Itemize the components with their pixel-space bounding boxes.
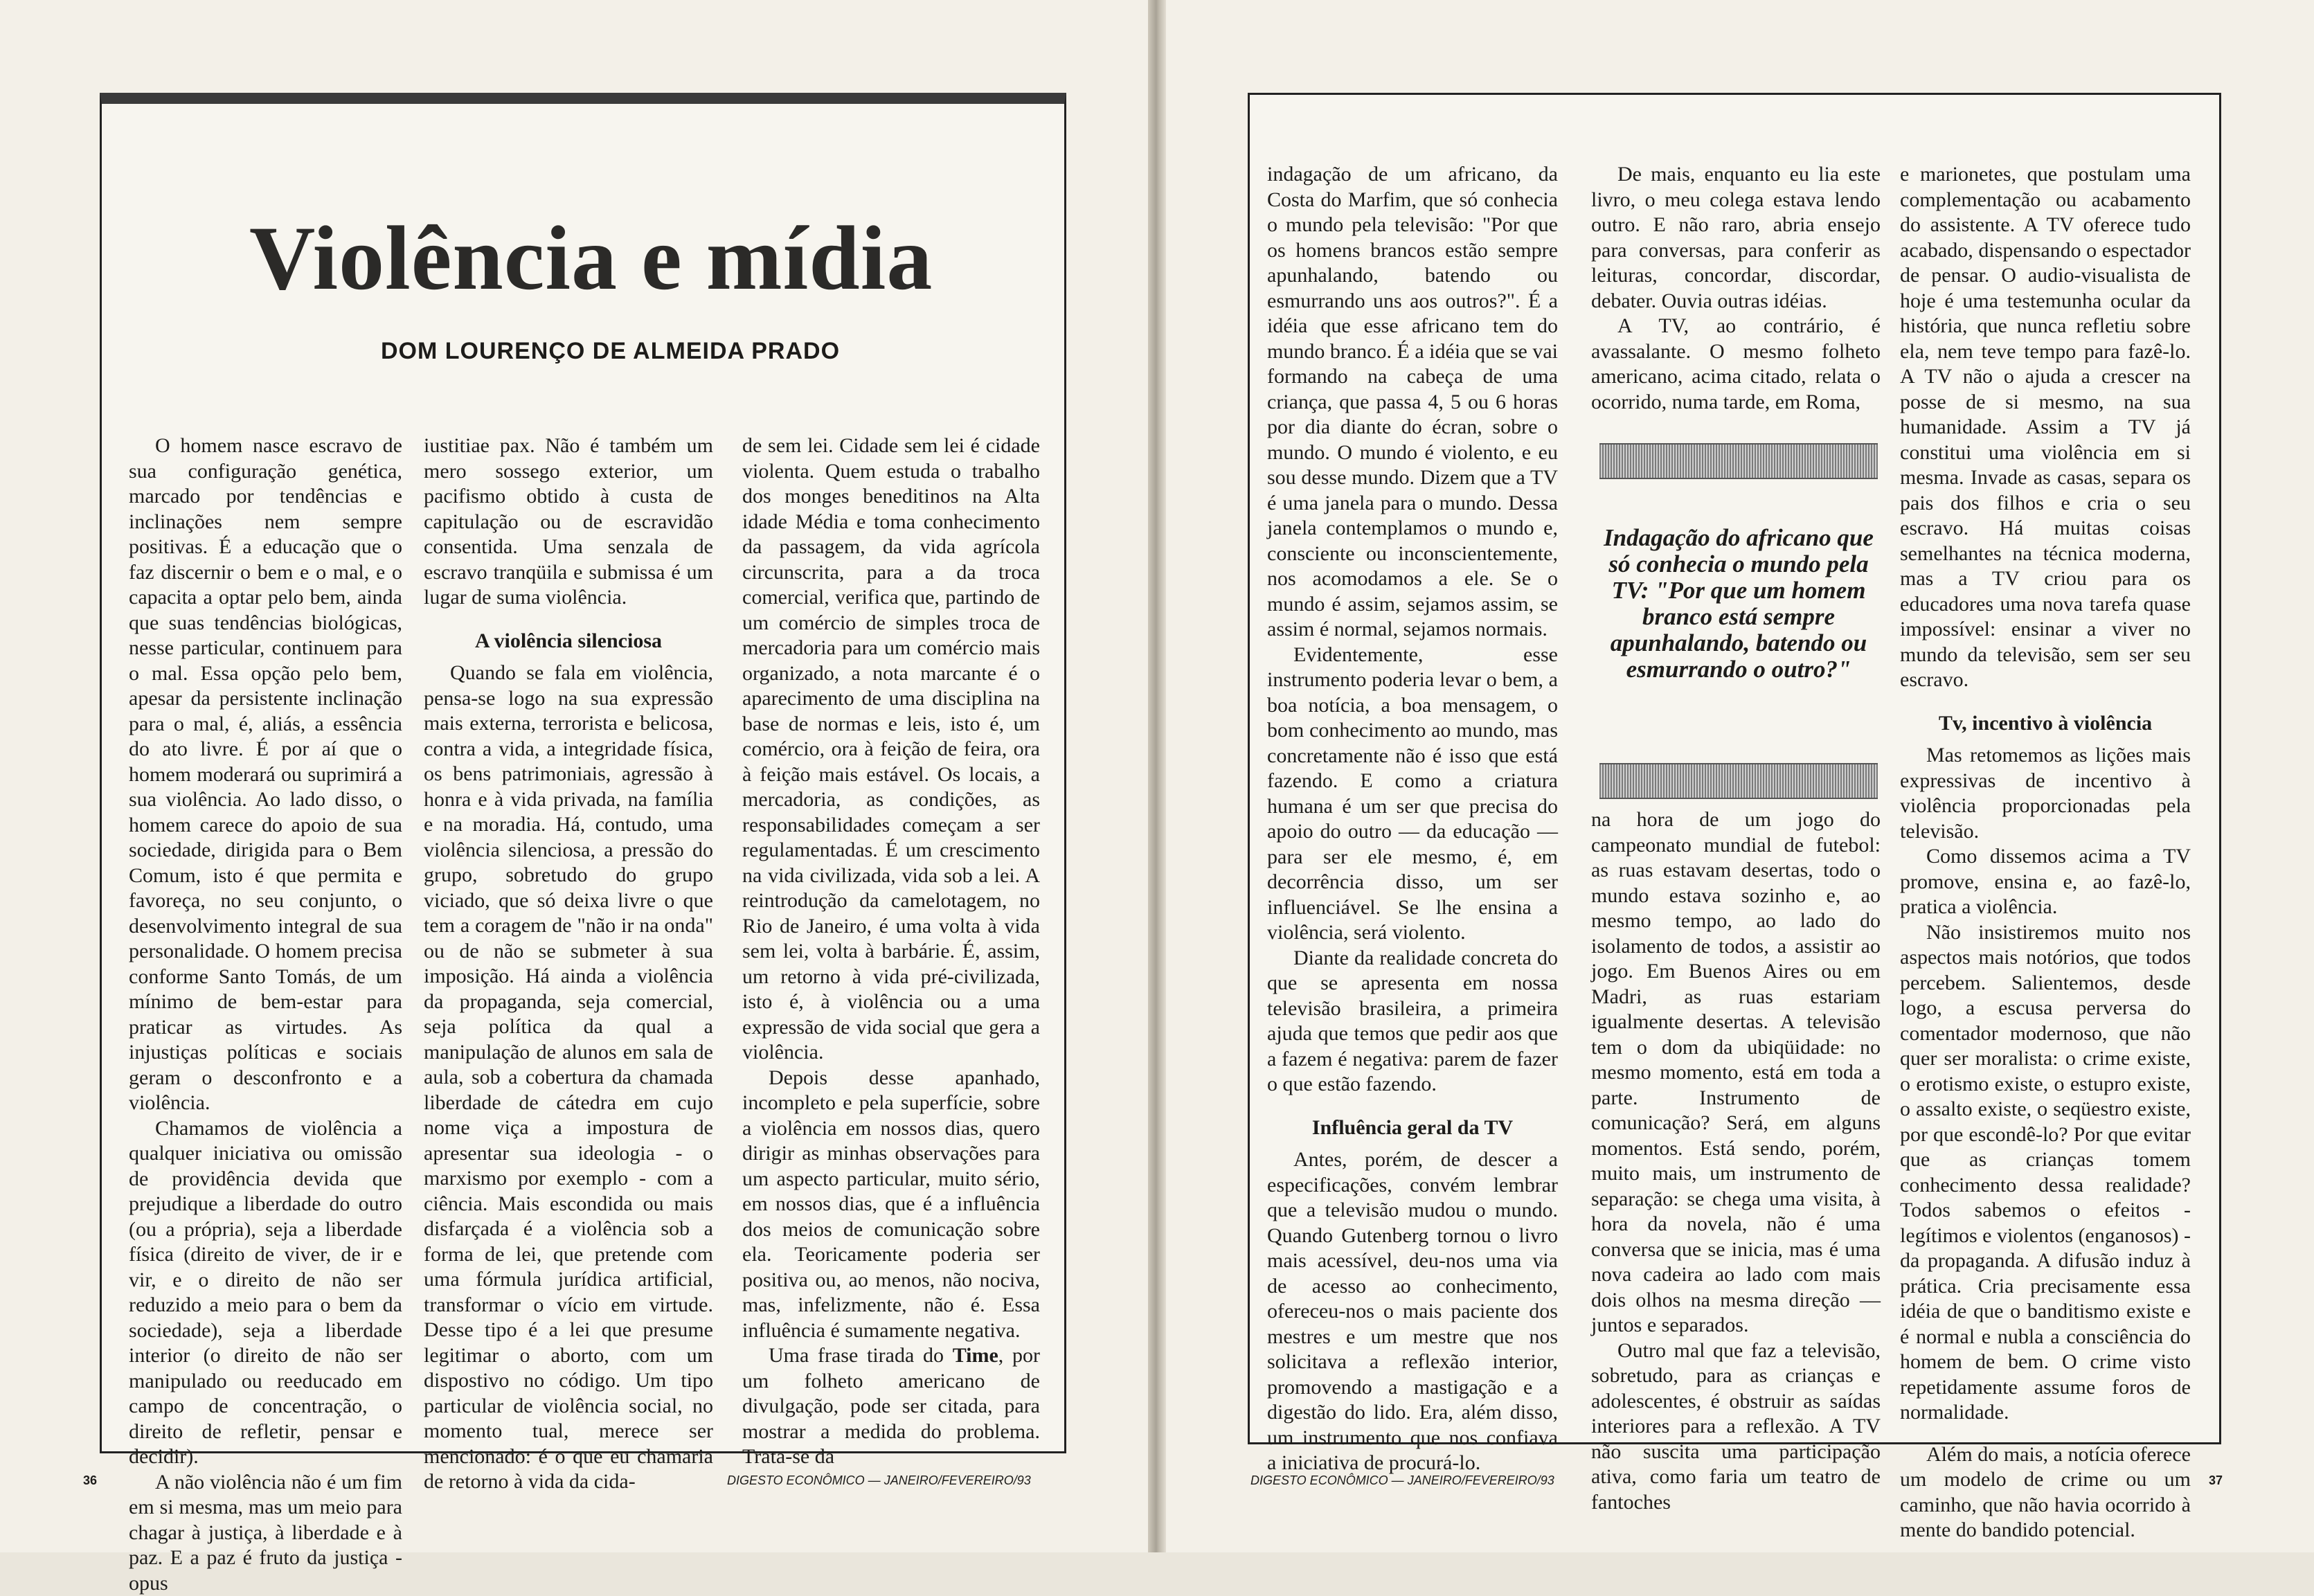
article-title: Violência e mídia [249,205,933,311]
right-column-2 [1591,162,1881,415]
pullquote-top-rule [1599,443,1878,479]
paragraph: Depois desse apanhado, incompleto e pela superfície, sobre a violência em nossos dias, quero dirigir as minhas observações para um aspecto particular, muito sério, em nossos dias, que é a influência dos meios de comunicação sobre ela. Teoricamente poderia ser positiva ou, ao menos, não nociva, mas, infelizmente, não é. Essa influência é sumamente negativa. [742,1066,1040,1344]
page-number-left: 36 [83,1473,97,1488]
footer-left: DIGESTO ECONÔMICO — JANEIRO/FEVEREIRO/93 [727,1473,1031,1488]
paragraph: indagação de um africano, da Costa do Marfim, que só conhecia o mundo pela televisão: "Por que os homens brancos estão sempre apunhalando, batendo ou esmurrando uns aos outros?". É a idéia que esse africano tem do mundo branco. É a idéia que se vai formando na cabeça de uma criança, que passa 4, 5 ou 6 horas por dia diante do écran, sobre o mundo. O mundo é violento, e eu sou desse mundo. Dizem que a TV é uma janela para o mundo. Dessa janela contemplamos o mundo e, consciente ou inconscientemente, nos acomodamos a ele. Se o mundo é assim, sejamos assim, se assim é normal, sejamos normais. [1267,162,1558,643]
paragraph: De mais, enquanto eu lia este livro, o meu colega estava lendo outro. E não raro, abria ensejo para conversas, para conferir as leituras, concordar, discordar, debater. Ouvia outras idéias. [1591,162,1881,314]
page-gutter [1148,0,1166,1552]
paragraph: Quando se fala em violência, pensa-se logo na sua expressão mais externa, terrorista e belicosa, contra a vida, a integridade física, os bens patrimoniais, agressão à honra e à vida privada, na família e na moradia. Há, contudo, uma violência silenciosa, a pressão do grupo, sobretudo do grupo viciado, que só deixa livre o que tem a coragem de "não ir na onda" ou de não se submeter à sua imposição. Há ainda a violência da propaganda, seja comercial, seja política da qual a manipulação de alunos em sala de aula, sob a cobertura da chamada liberdade de cátedra em cujo nome viça a impostura de apresentar sua ideologia - o marxismo por exemplo - com a ciência. Mais escondida ou mais disfarçada é a violência sob a forma de lei, que pretende com uma fórmula jurídica artificial, transformar o vício em virtude. Desse tipo é a lei que presume legitimar o aborto, com um dispostivo no código. Um tipo particular de violência social, no momento tual, merece ser mencionado: é o que eu chamaria de retorno à vida da cida- [424,661,713,1495]
paragraph-text: , por um folheto americano de divulgação, pode ser citada, para mostrar a medida do problema. Trata-se da [742,1344,1040,1468]
pull-quote: Indagação do africano que só conhecia o mundo pela TV: "Por que um homem branco está sempre apunhalando, batendo ou esmurrando o outro?" [1599,525,1878,683]
paragraph: O homem nasce escravo de sua configuração genética, marcado por tendências e inclinações nem sempre positivas. É a educação que o faz discernir o bem e o mal, e o capacita a optar pelo bem, ainda que suas tendências biológicas, nesse particular, continuem para o mal. Essa opção pelo bem, apesar da persistente inclinação para o mal, é, aliás, a essência do ato livre. É por aí que o homem moderará ou suprimirá a sua violência. Ao lado disso, o homem carece do apoio de sua sociedade, dirigida para o Bem Comum, isto é que permita e favoreça, no seu conjunto, o desenvolvimento integral de sua personalidade. O homem precisa conforme Santo Tomás, de um mínimo de bem-estar para praticar as virtudes. As injustiças políticas e sociais geram o desconfronto e a violência. [129,433,402,1116]
right-column-1 [1267,162,1558,1476]
section-heading: Tv, incentivo à violência [1900,711,2191,737]
right-column-3 [1900,162,2191,1543]
paragraph: Evidentemente, esse instrumento poderia levar o bem, a boa notícia, a boa mensagem, o bom conhecimento ao mundo, mas concretamente não é isso que está fazendo. E como a criatura humana é um ser que precisa do apoio do outro — da educação — para ser ele mesmo, é, em decorrência disso, um ser influenciável. Se lhe ensina a violência, será violento. [1267,643,1558,946]
paragraph: Chamamos de violência a qualquer iniciativa ou omissão de providência devida que prejudique a liberdade do outro (ou a própria), seja a liberdade física (direito de viver, de ir e vir, e o direito de não ser reduzido a meio para o bem da sociedade), seja a liberdade interior (o direito de não ser manipulado ou reeducado em campo de concentração, o direito de refletir, pensar e decidir). [129,1116,402,1470]
paragraph: A não violência não é um fim em si mesma, mas um meio para chagar à justiça, à liberdade e à paz. E a paz é fruto da justiça - opus [129,1470,402,1596]
magazine-name: Time [953,1344,998,1367]
left-column-2 [424,433,713,1495]
paragraph: Não insistiremos muito nos aspectos mais notórios, que todos percebem. Salientemos, desde logo, a escusa perversa do comentador modernoso, que não quer ser moralista: o crime existe, o erotismo existe, o estupro existe, o assalto existe, o seqüestro existe, por que escondê-lo? Por que evitar que as crianças tomem conhecimento dessa realidade? Todos sabemos o efeitos - legítimos e violentos (enganosos) - da propaganda. A difusão induz à prática. Cria precisamente essa idéia de que o banditismo existe e é normal e nubla a consciência do homem de bem. O crime visto repetidamente assume foros de normalidade. [1900,920,2191,1426]
paragraph: de sem lei. Cidade sem lei é cidade violenta. Quem estuda o trabalho dos monges beneditinos na Alta idade Média e toma conhecimento da passagem, da vida agrícola circunscrita, para a da troca comercial, verifica que, partindo de um comércio de simples troca de mercadoria para um comércio mais organizado, a nota marcante é o aparecimento de uma disciplina na base de normas e leis, isto é, um comércio, ora à feição de feira, ora à feição mais estável. Os locais, a mercadoria, as condições, as responsabilidades começam a ser regulamentadas. É um crescimento na vida civilizada, vida sob a lei. A reintrodução da camelotagem, no Rio de Janeiro, é uma volta à vida sem lei, volta à barbárie. É, assim, um retorno à vida pré-civilizada, isto é, à violência ou a uma expressão de vida social que gera a violência. [742,433,1040,1066]
paragraph: Outro mal que faz a televisão, sobretudo, para as crianças e adolescentes, é obstruir as saídas interiores para a reflexão. A TV não suscita uma participação ativa, como faria um teatro de fantoches [1591,1338,1881,1516]
section-heading: Influência geral da TV [1267,1115,1558,1141]
paragraph: na hora de um jogo do campeonato mundial de futebol: as ruas estavam desertas, todo o mundo estava sozinho e, ao mesmo tempo, ao lado do isolamento de todos, a assistir ao jogo. Em Buenos Aires ou em Madri, as ruas estariam igualmente desertas. A televisão tem o dom da ubiqüidade: no mesmo momento, está em toda a parte. Instrumento de comunicação? Será, em alguns momentos. Está sendo, porém, muito mais, um instrumento de separação: se chega uma visita, à hora da novela, não é uma conversa que se inicia, mas é uma nova cadeira ao lado com mais dois olhos na mesma direção — juntos e separados. [1591,807,1881,1338]
footer-right: DIGESTO ECONÔMICO — JANEIRO/FEVEREIRO/93 [1250,1473,1554,1488]
page-number-right: 37 [2209,1473,2223,1488]
paragraph-text: Uma frase tirada do [769,1344,953,1367]
paragraph: Como dissemos acima a TV promove, ensina e, ao fazê-lo, pratica a violência. [1900,844,2191,920]
pullquote-bottom-rule [1599,763,1878,799]
paragraph: Antes, porém, de descer a especificações, convém lembrar que a televisão mudou o mundo. Quando Gutenberg tornou o livro mais acessível, deu-nos uma via de acesso ao conhecimento, ofereceu-nos o mais paciente dos mestres e um mestre que nos solicitava a reflexão interior, promovendo a mastigação e a digestão do lido. Era, além disso, um instrumento que nos confiava a iniciativa de procurá-lo. [1267,1147,1558,1476]
paragraph: A TV, ao contrário, é avassalante. O mesmo folheto americano, acima citado, relata o ocorrido, numa tarde, em Roma, [1591,314,1881,415]
paragraph: e marionetes, que postulam uma complementação ou acabamento do assistente. A TV oferece tudo acabado, dispensando o espectador de pensar. O audio-visualista de hoje é uma testemunha ocular da história, que nunca refletiu sobre ela, nem teve tempo para fazê-lo. A TV não o ajuda a crescer na posse de si mesmo, na sua humanidade. Assim a TV já constitui uma violência em si mesma. Invade as casas, separa os pais dos filhos e cria o seu escravo. Há muitas coisas semelhantes na técnica moderna, mas a TV criou para os educadores uma nova tarefa quase impossível: ensinar a viver no mundo da televisão, sem ser seu escravo. [1900,162,2191,693]
paragraph [742,1343,1040,1470]
paragraph: iustitiae pax. Não é também um mero sossego exterior, um pacifismo obtido à custa de capitulação ou de escravidão consentida. Uma senzala de escravo tranqüila e submissa é um lugar de suma violência. [424,433,713,611]
left-column-1 [129,433,402,1596]
paragraph: Mas retomemos as lições mais expressivas de incentivo à violência proporcionadas pela televisão. [1900,743,2191,844]
article-byline: DOM LOURENÇO DE ALMEIDA PRADO [381,338,840,365]
paragraph: Além do mais, a notícia oferece um modelo de crime ou um caminho, que não havia ocorrido à mente do bandido potencial. [1900,1442,2191,1543]
right-column-2-lower [1591,807,1881,1515]
paragraph: Diante da realidade concreta do que se apresenta em nossa televisão brasileira, a primeira ajuda que temos que pedir aos que a fazem é negativa: parem de fazer o que estão fazendo. [1267,946,1558,1097]
left-column-3 [742,433,1040,1470]
section-heading: A violência silenciosa [424,629,713,654]
